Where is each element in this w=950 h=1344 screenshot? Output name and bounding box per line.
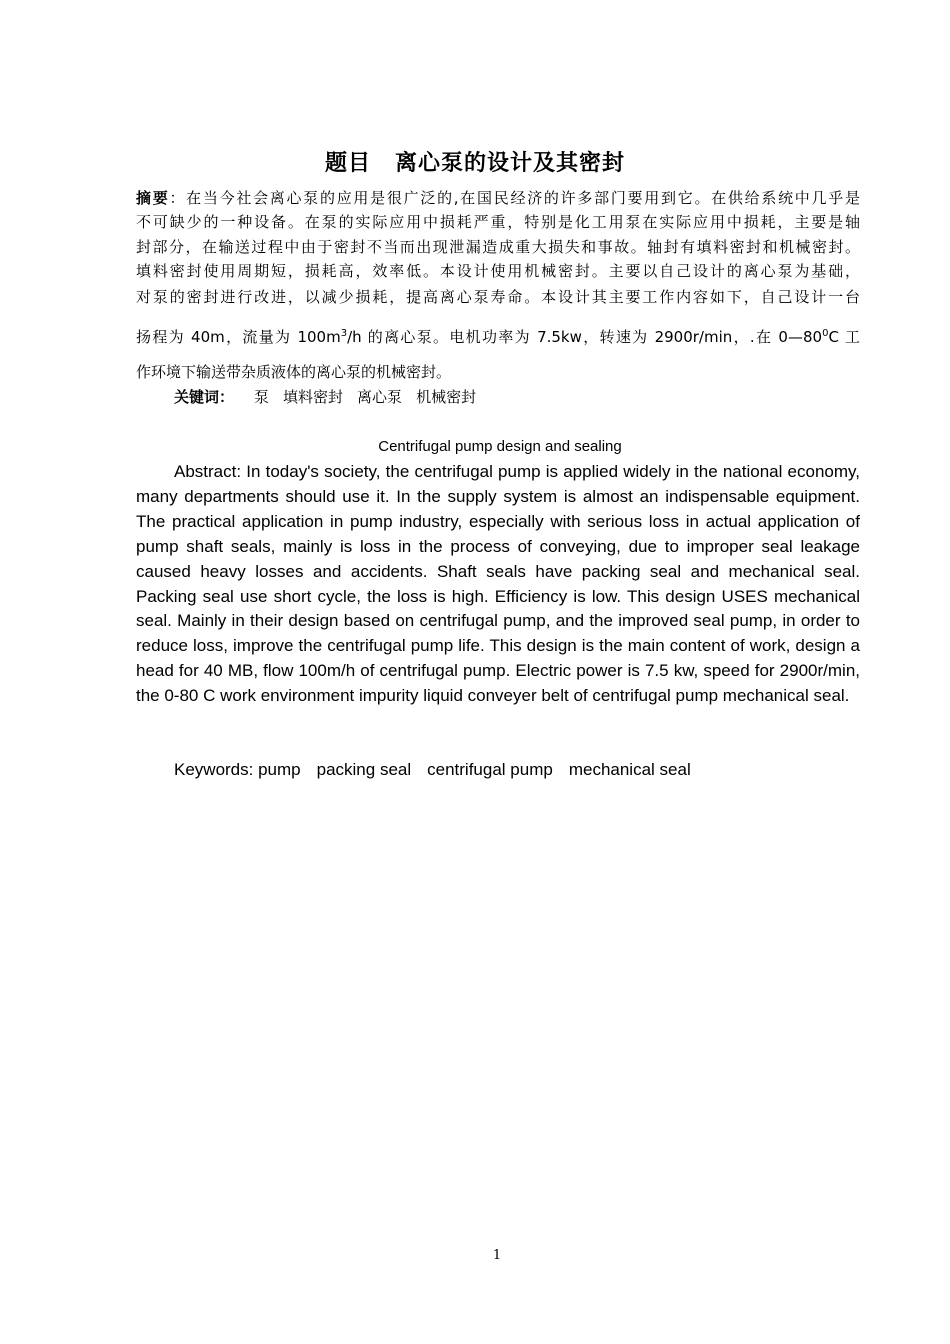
abstract-zh-line: 封部分，在输送过程中由于密封不当而出现泄漏造成重大损失和事故。轴封有填料密封和机械密封。 — [136, 238, 860, 256]
keyword-en: pump — [258, 760, 301, 779]
keywords-en — [174, 758, 707, 782]
abstract-en: Abstract: In today's society, the centrifugal pump is applied widely in the national economy, many departments should use it. In the supply system is almost an indispensable equipment. The practical application in pump industry, especially with serious loss in actual application of pump shaft seals, mainly is loss in the process of conveying, due to improper seal leakage caused heavy losses and accidents. Shaft seals have packing seal and mechanical seal. Packing seal use short cycle, the loss is high. Efficiency is low. This design USES mechanical seal. Mainly in their design based on centrifugal pump, and the improved seal pump, in order to reduce loss, improve the centrifugal pump life. This design is the main content of work, design a head for 40 MB, flow 100m/h of centrifugal pump. Electric power is 7.5 kw, speed for 2900r/min, the 0-80 C work environment impurity liquid conveyer belt of centrifugal pump mechanical seal. — [136, 462, 860, 706]
keyword-zh: 机械密封 — [416, 388, 477, 406]
keyword-zh: 泵 — [254, 388, 270, 406]
keyword-zh: 离心泵 — [357, 388, 403, 406]
keyword-en: packing seal — [316, 760, 412, 779]
keyword-en: centrifugal pump — [427, 760, 553, 779]
abstract-zh-line: 扬程为 40m，流量为 $100m^3/h$ 的离心泵。电机功率为 7.5kw，转速为 2900r/min，.在 $0—80^0C$ 工 — [136, 328, 861, 346]
abstract-zh-line: 对泵的密封进行改进，以减少损耗，提高离心泵寿命。本设计其主要工作内容如下，自己设计一台 — [136, 288, 860, 306]
title-prefix: 题目 — [324, 150, 371, 176]
page-number: 1 — [492, 1248, 502, 1263]
keyword-zh: 填料密封 — [283, 388, 344, 406]
keywords-en-label: Keywords: — [174, 760, 259, 779]
keywords-zh — [174, 387, 490, 407]
english-title: Centrifugal pump design and sealing — [378, 438, 622, 455]
abstract-zh-line: 不可缺少的一种设备。在泵的实际应用中损耗严重，特别是化工用泵在实际应用中损耗，主要是轴 — [136, 213, 860, 231]
page-title — [0, 146, 950, 177]
abstract-zh-line: 摘要：在当今社会离心泵的应用是很广泛的,在国民经济的许多部门要用到它。在供给系统中几乎是 — [136, 189, 860, 207]
keywords-zh-label: 关键词： — [174, 388, 235, 406]
title-main: 离心泵的设计及其密封 — [395, 150, 626, 176]
keyword-en: mechanical seal — [568, 760, 691, 779]
abstract-zh-label: 摘要 — [136, 189, 170, 207]
abstract-zh-line: 填料密封使用周期短，损耗高，效率低。本设计使用机械密封。主要以自己设计的离心泵为基础， — [136, 262, 860, 280]
abstract-zh-line: 作环境下输送带杂质液体的离心泵的机械密封。 — [136, 363, 452, 381]
